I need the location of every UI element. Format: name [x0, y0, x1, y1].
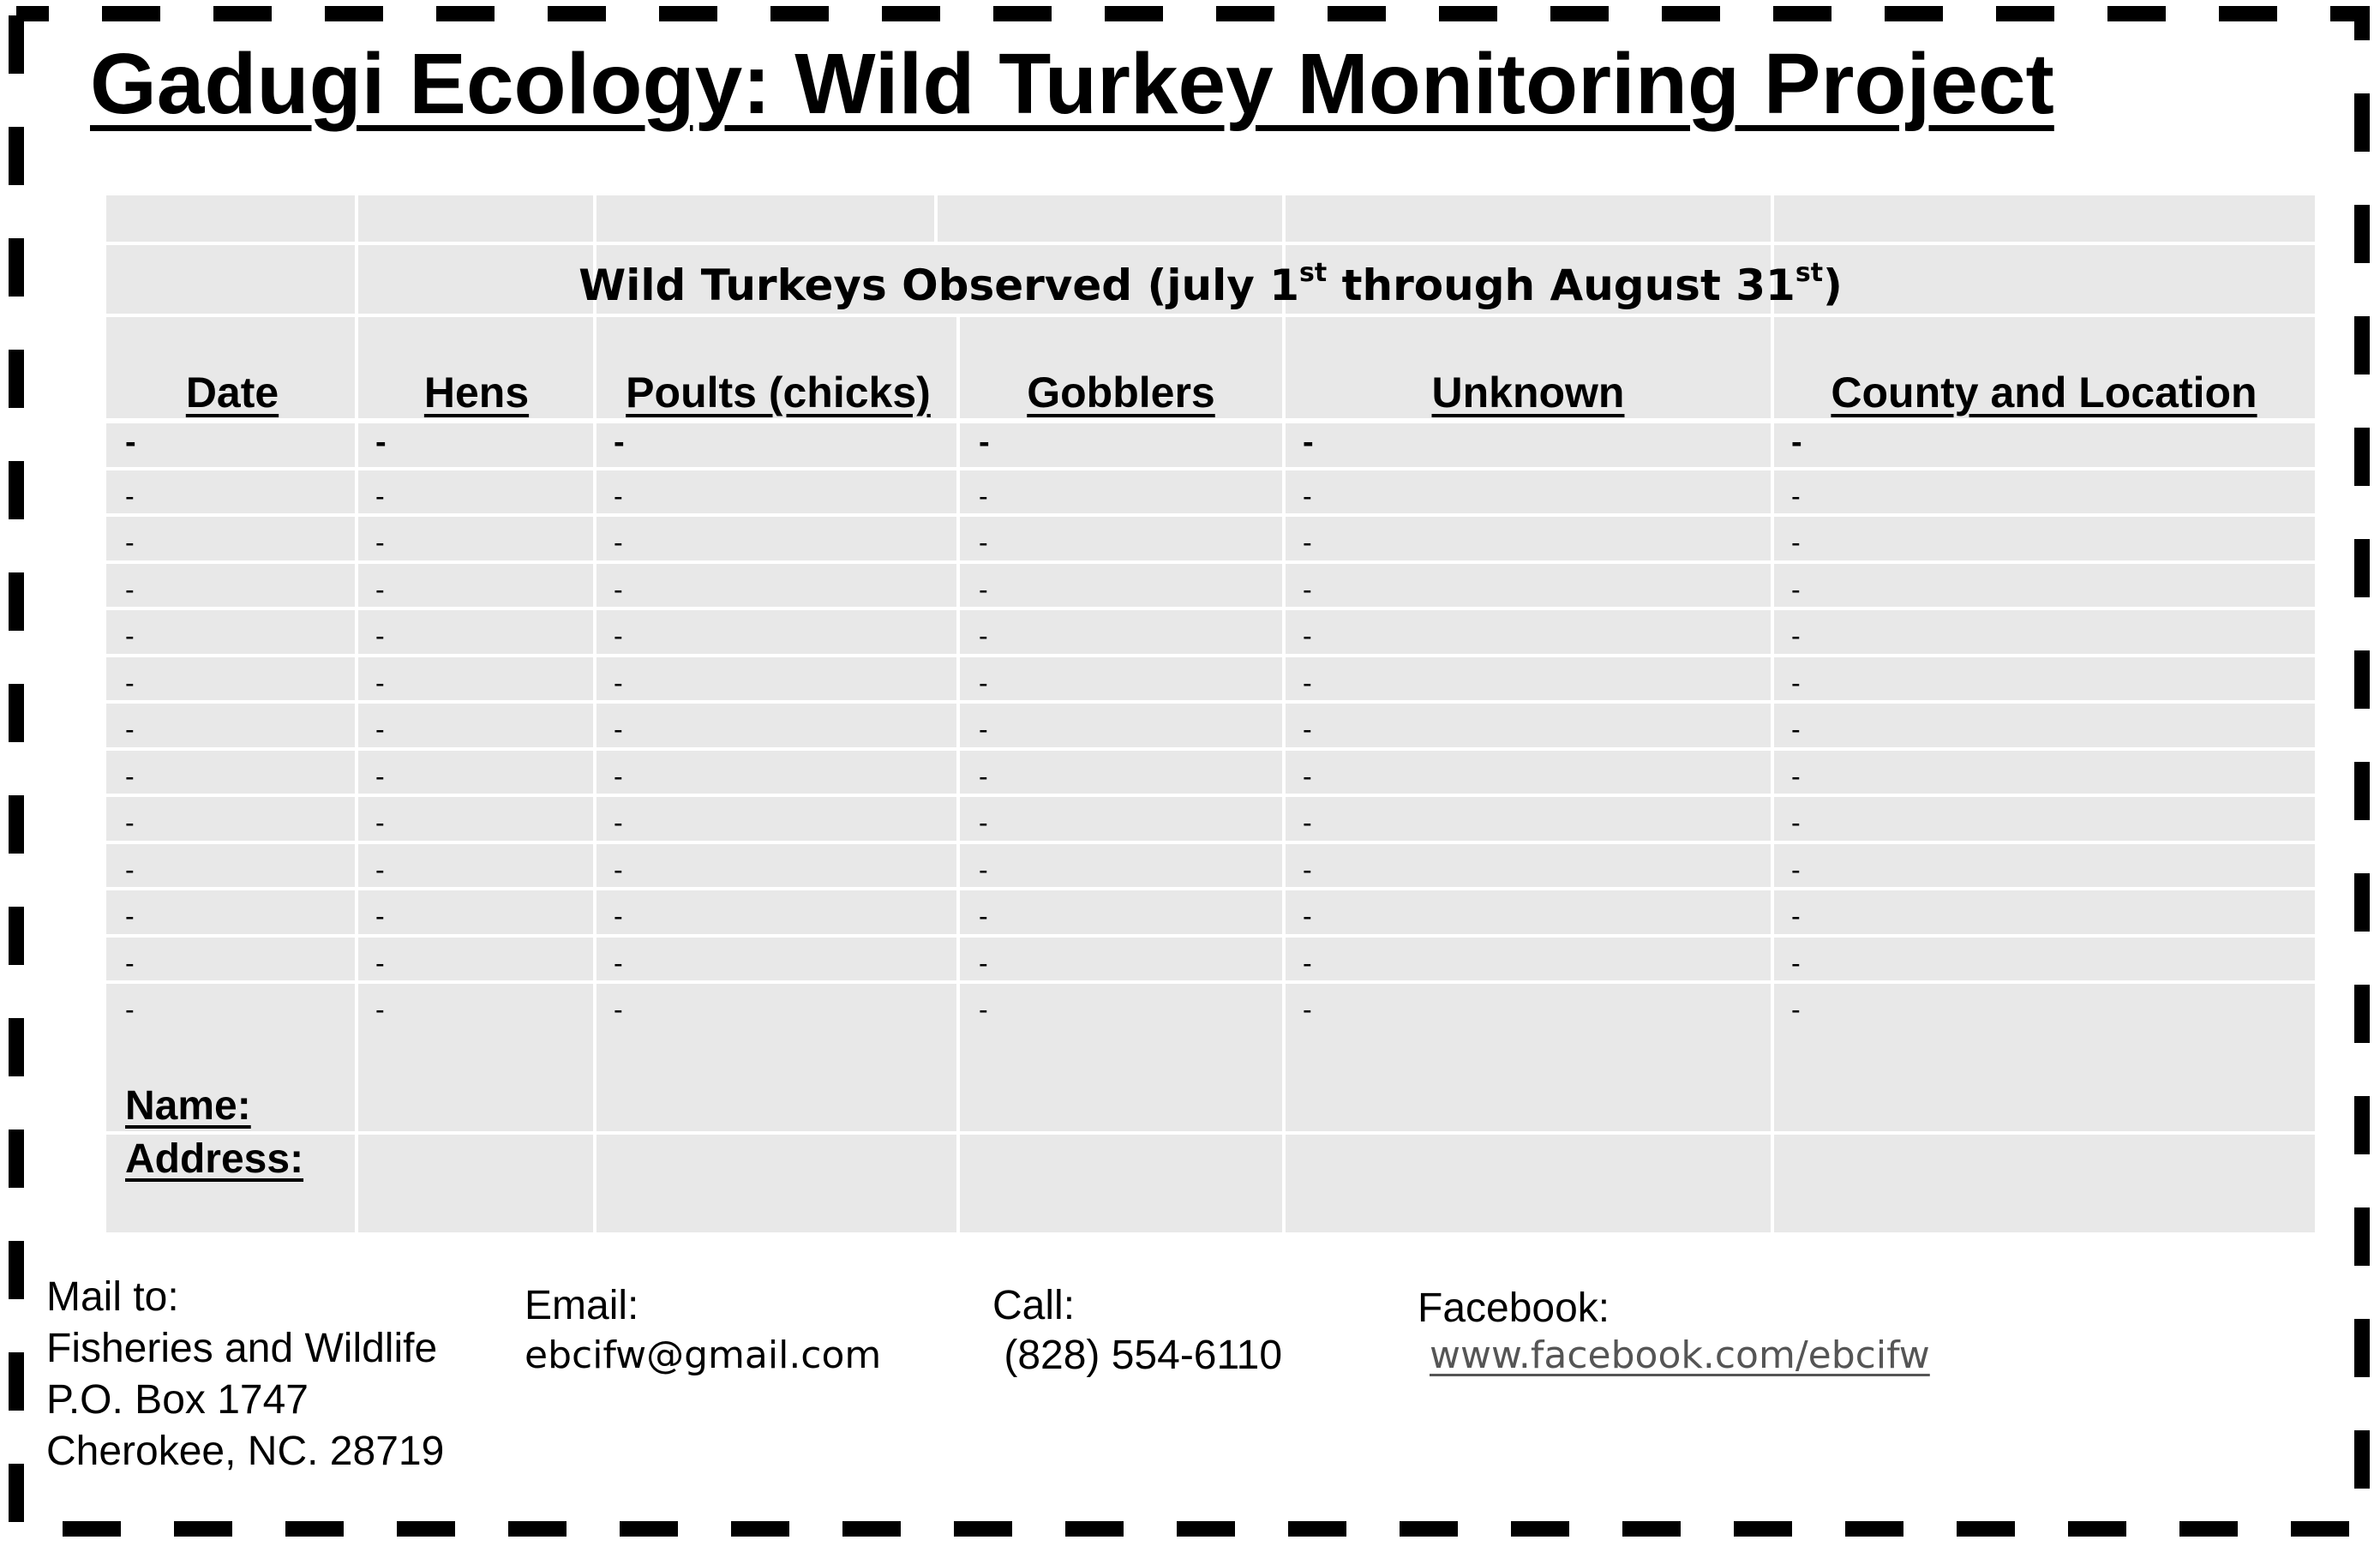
blank-cell-marker: - [375, 807, 385, 838]
table-row[interactable] [106, 564, 2315, 608]
blank-cell-marker: - [979, 807, 988, 838]
blank-cell-marker: - [125, 714, 135, 745]
table-row[interactable] [106, 938, 2315, 981]
blank-cell-marker: - [1303, 668, 1312, 698]
blank-cell-marker: - [125, 481, 135, 512]
blank-cell-marker: - [979, 854, 988, 885]
column-header-unknown: Unknown [1431, 369, 1625, 416]
column-header-gobblers: Gobblers [1027, 369, 1215, 416]
blank-cell-marker: - [375, 994, 385, 1025]
blank-cell-marker: - [979, 714, 988, 745]
mail-line-1: Fisheries and Wildlife [46, 1326, 438, 1371]
email-label: Email: [525, 1283, 639, 1328]
blank-cell-marker: - [979, 481, 988, 512]
facebook-link[interactable]: www.facebook.com/ebcifw [1430, 1333, 1930, 1377]
blank-cell-marker: - [375, 574, 385, 605]
blank-cell-marker: - [979, 948, 988, 979]
blank-cell-marker: - [125, 761, 135, 792]
blank-cell-marker: - [614, 668, 623, 698]
column-header-hens: Hens [423, 369, 530, 416]
blank-cell-marker: - [1303, 901, 1312, 932]
blank-cell-marker: - [979, 620, 988, 651]
blank-cell-marker: - [1303, 481, 1312, 512]
table-row[interactable] [106, 704, 2315, 747]
column-header-poults-chicks: Poults (chicks) [626, 369, 931, 416]
blank-cell-marker: - [979, 901, 988, 932]
blank-cell-marker: - [375, 424, 387, 460]
page-title: Gadugi Ecology: Wild Turkey Monitoring Project [90, 36, 2054, 132]
blank-cell-marker: - [1303, 854, 1312, 885]
blank-cell-marker: - [375, 854, 385, 885]
table-row[interactable] [106, 610, 2315, 654]
mail-line-3: Cherokee, NC. 28719 [46, 1429, 445, 1474]
blank-cell-marker: - [614, 948, 623, 979]
blank-cell-marker: - [1791, 574, 1801, 605]
table-row[interactable] [106, 470, 2315, 514]
blank-cell-marker: - [375, 620, 385, 651]
blank-cell-marker: - [614, 424, 625, 460]
blank-cell-marker: - [1791, 854, 1801, 885]
blank-cell-marker: - [614, 714, 623, 745]
blank-cell-marker: - [1791, 668, 1801, 698]
phone-number[interactable]: (828) 554-6110 [992, 1333, 1283, 1378]
blank-cell-marker: - [1303, 948, 1312, 979]
blank-cell-marker: - [125, 574, 135, 605]
table-row[interactable] [106, 890, 2315, 934]
observation-form-table [106, 195, 2315, 1232]
call-label: Call: [992, 1283, 1076, 1328]
mail-label: Mail to: [46, 1274, 179, 1320]
blank-cell-marker: - [1791, 948, 1801, 979]
blank-cell-marker: - [979, 424, 990, 460]
blank-cell-marker: - [614, 807, 623, 838]
blank-cell-marker: - [1303, 574, 1312, 605]
blank-cell-marker: - [125, 620, 135, 651]
blank-cell-marker: - [1303, 620, 1312, 651]
blank-cell-marker: - [375, 901, 385, 932]
grid-line [106, 242, 2315, 245]
table-row[interactable] [106, 517, 2315, 560]
column-header-date: Date [185, 369, 279, 416]
blank-cell-marker: - [375, 481, 385, 512]
table-row[interactable] [106, 844, 2315, 888]
blank-cell-marker: - [614, 854, 623, 885]
blank-cell-marker: - [614, 994, 623, 1025]
grid-line [106, 314, 2315, 317]
blank-cell-marker: - [1791, 994, 1801, 1025]
name-label: Name: [125, 1083, 251, 1129]
blank-cell-marker: - [375, 948, 385, 979]
blank-cell-marker: - [1303, 761, 1312, 792]
mail-line-2: P.O. Box 1747 [46, 1377, 309, 1423]
blank-cell-marker: - [979, 668, 988, 698]
blank-cell-marker: - [979, 994, 988, 1025]
table-row[interactable] [106, 423, 2315, 467]
grid-line [106, 1131, 2315, 1135]
blank-cell-marker: - [979, 761, 988, 792]
blank-cell-marker: - [979, 527, 988, 558]
blank-cell-marker: - [125, 668, 135, 698]
blank-cell-marker: - [1791, 481, 1801, 512]
blank-cell-marker: - [614, 761, 623, 792]
blank-cell-marker: - [1303, 714, 1312, 745]
blank-cell-marker: - [614, 574, 623, 605]
email-address[interactable]: ebcifw@gmail.com [525, 1333, 882, 1377]
column-header-county-and-location: County and Location [1831, 369, 2257, 416]
blank-cell-marker: - [125, 424, 136, 460]
blank-cell-marker: - [1791, 620, 1801, 651]
blank-cell-marker: - [1791, 527, 1801, 558]
blank-cell-marker: - [614, 527, 623, 558]
table-row[interactable] [106, 797, 2315, 841]
observation-period-heading: Wild Turkeys Observed (july 1st through August 31st) [579, 258, 1843, 310]
blank-cell-marker: - [125, 807, 135, 838]
grid-line [934, 195, 938, 242]
table-row[interactable] [106, 657, 2315, 701]
blank-cell-marker: - [125, 994, 135, 1025]
blank-cell-marker: - [125, 901, 135, 932]
blank-cell-marker: - [1303, 527, 1312, 558]
blank-cell-marker: - [614, 901, 623, 932]
blank-cell-marker: - [614, 620, 623, 651]
blank-cell-marker: - [1791, 761, 1801, 792]
blank-cell-marker: - [375, 761, 385, 792]
blank-cell-marker: - [1303, 807, 1312, 838]
blank-cell-marker: - [1791, 901, 1801, 932]
table-row[interactable] [106, 751, 2315, 794]
blank-cell-marker: - [375, 714, 385, 745]
blank-cell-marker: - [614, 481, 623, 512]
blank-cell-marker: - [375, 527, 385, 558]
blank-cell-marker: - [375, 668, 385, 698]
blank-cell-marker: - [1303, 994, 1312, 1025]
blank-cell-marker: - [1791, 714, 1801, 745]
facebook-label: Facebook: [1418, 1285, 1610, 1331]
blank-cell-marker: - [1303, 424, 1314, 460]
blank-cell-marker: - [125, 527, 135, 558]
address-label: Address: [125, 1136, 304, 1182]
blank-cell-marker: - [125, 854, 135, 885]
table-row[interactable] [106, 984, 2315, 1028]
blank-cell-marker: - [125, 948, 135, 979]
blank-cell-marker: - [1791, 807, 1801, 838]
blank-cell-marker: - [1791, 424, 1802, 460]
blank-cell-marker: - [979, 574, 988, 605]
